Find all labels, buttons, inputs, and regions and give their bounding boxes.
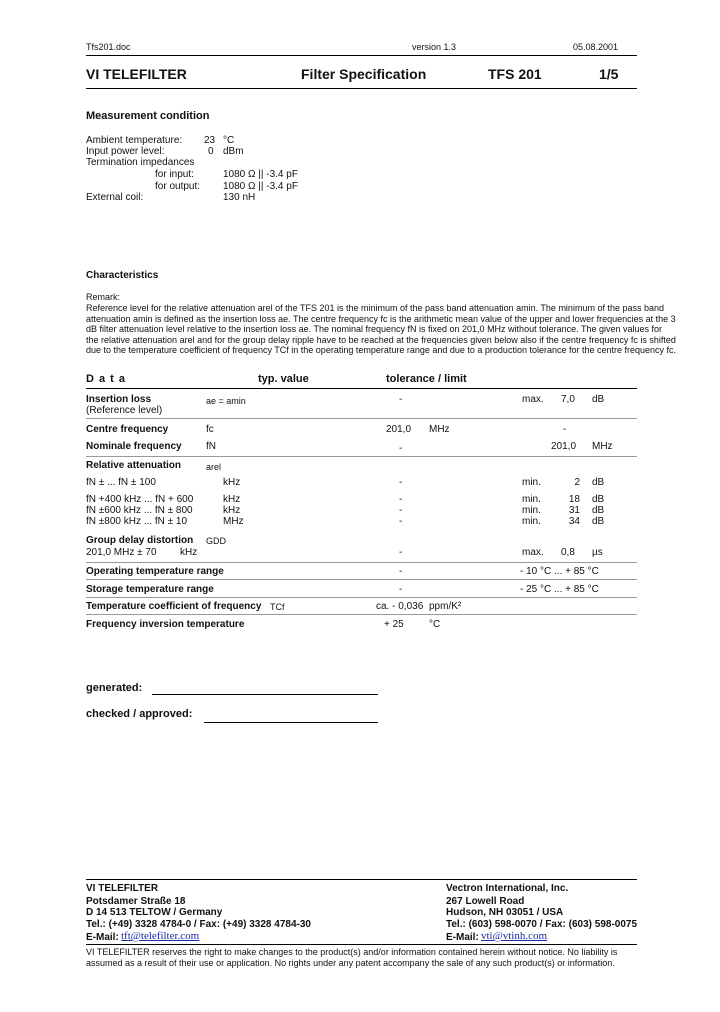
centre-freq-typ-unit: MHz xyxy=(429,424,450,435)
temp-coeff-label: Temperature coefficient of frequency xyxy=(86,601,262,612)
insertion-loss-unit: dB xyxy=(592,394,605,405)
generated-signature-line[interactable] xyxy=(152,694,378,695)
ambient-value: 23 xyxy=(204,135,216,146)
footer-right-email-label: E-Mail: xyxy=(446,932,479,943)
rel-att-unit: dB xyxy=(592,477,605,488)
footer-right-email-link[interactable]: vti@vtinh.com xyxy=(481,930,548,942)
rel-att-range: fN ±800 kHz ... fN ± 10 xyxy=(86,516,188,527)
doc-type-title: Filter Specification xyxy=(301,66,427,82)
footer-left-line: VI TELEFILTER xyxy=(86,883,159,894)
rel-att-val: 18 xyxy=(568,494,580,505)
coil-label: External coil: xyxy=(86,192,144,203)
rel-att-range-unit: kHz xyxy=(223,477,241,488)
insertion-loss-lim: max. xyxy=(522,394,544,405)
power-unit: dBm xyxy=(223,146,244,157)
power-label: Input power level: xyxy=(86,146,165,157)
footer-right-line: 267 Lowell Road xyxy=(446,896,525,907)
remark-line: dB filter attenuation level relative to the insertion loss ae. The nominal frequency fN is fixed on 201,0 MHz without tolerance. The given values for xyxy=(86,324,662,334)
storage-temp-typ: - xyxy=(399,584,403,595)
for-output-label: for output: xyxy=(155,181,201,192)
measurement-heading: Measurement condition xyxy=(86,110,210,122)
footer-left-line: Tel.: (+49) 3328 4784-0 / Fax: (+49) 3328 4784-30 xyxy=(86,919,311,930)
rel-att-range-unit: kHz xyxy=(223,494,241,505)
rel-att-range-unit: kHz xyxy=(223,505,241,516)
insertion-loss-sub: (Reference level) xyxy=(86,405,163,416)
remark-line: the relative attenuation arel and for the group delay ripple have to be reached at the frequencies given below also if the centre frequency fc is shifted xyxy=(86,334,676,345)
temp-coeff-symbol: TCf xyxy=(270,602,285,612)
insertion-loss-typ: - xyxy=(399,394,403,405)
ambient-unit: °C xyxy=(223,135,235,146)
rel-att-unit: dB xyxy=(592,516,605,527)
page-number: 1/5 xyxy=(599,66,619,82)
footer-right-line: Tel.: (603) 598-0070 / Fax: (603) 598-0075 xyxy=(446,919,638,930)
nominal-freq-unit: MHz xyxy=(592,441,613,452)
product-title: TFS 201 xyxy=(488,66,542,82)
rel-att-typ: - xyxy=(399,477,403,488)
nominal-freq-label: Nominale frequency xyxy=(86,441,182,452)
nominal-freq-symbol: fN xyxy=(206,441,216,452)
rel-att-range: fN ±600 kHz ... fN ± 800 xyxy=(86,505,193,516)
rel-att-unit: dB xyxy=(592,505,605,516)
rel-att-unit: dB xyxy=(592,494,605,505)
remark-paragraph xyxy=(86,303,677,356)
row-rule xyxy=(86,579,637,580)
disclaimer-line: VI TELEFILTER reserves the right to make changes to the product(s) and/or information contained herein without notice. No liability is xyxy=(86,947,618,957)
footer-rule-2 xyxy=(86,944,637,945)
gdd-symbol: GDD xyxy=(206,536,226,546)
freq-inv-typ: + 25 xyxy=(384,619,404,630)
doc-version: version 1.3 xyxy=(412,42,457,52)
disclaimer-line: assumed as a result of their use or application. No rights under any patent accompany the sale of any such product(s) or information. xyxy=(86,958,615,968)
table-header-rule xyxy=(86,388,637,389)
rel-att-lim: min. xyxy=(522,505,541,516)
rel-att-symbol: arel xyxy=(206,462,222,472)
for-output-value: 1080 Ω || -3.4 pF xyxy=(223,181,298,192)
doc-filename: Tfs201.doc xyxy=(86,42,131,52)
centre-freq-tol: - xyxy=(563,424,567,435)
remark-label: Remark: xyxy=(86,292,121,302)
nominal-freq-typ: - xyxy=(399,443,403,454)
rel-att-val: 31 xyxy=(568,505,580,516)
header-rule xyxy=(86,55,637,56)
remark-line: Reference level for the relative attenuation arel of the TFS 201 is the minimum of the pass band attenuation amin. The minimum of the pass band xyxy=(86,303,664,313)
rel-att-typ: - xyxy=(399,494,403,505)
gdd-unit: µs xyxy=(592,547,603,558)
footer-right-line: Vectron International, Inc. xyxy=(446,883,569,894)
storage-temp-label: Storage temperature range xyxy=(86,584,214,595)
gdd-label: Group delay distortion xyxy=(86,535,194,546)
row-rule xyxy=(86,456,637,457)
col-data-header: D a t a xyxy=(86,373,127,385)
rel-att-val: 2 xyxy=(574,477,580,488)
row-rule xyxy=(86,614,637,615)
temp-coeff-typ: ca. - 0,036 xyxy=(376,601,424,612)
centre-freq-typ: 201,0 xyxy=(386,424,412,435)
op-temp-tol: - 10 °C ... + 85 °C xyxy=(520,566,599,577)
rel-att-lim: min. xyxy=(522,516,541,527)
rel-att-typ: - xyxy=(399,516,403,527)
gdd-range-unit: kHz xyxy=(180,547,198,558)
footer-left-email-label: E-Mail: xyxy=(86,932,119,943)
rel-att-range-unit: MHz xyxy=(223,516,244,527)
rel-att-range: fN ± ... fN ± 100 xyxy=(86,477,156,488)
remark-line: attenuation amin is defined as the insertion loss ae. The centre frequency fc is the arithmetic mean value of the upper and lower frequencies at the 3 xyxy=(86,313,676,324)
power-value: 0 xyxy=(208,146,214,157)
rel-att-label: Relative attenuation xyxy=(86,460,182,471)
rel-att-lim: min. xyxy=(522,477,541,488)
gdd-typ: - xyxy=(399,547,403,558)
insertion-loss-label: Insertion loss xyxy=(86,394,152,405)
nominal-freq-val: 201,0 xyxy=(551,441,577,452)
footer-right-line: Hudson, NH 03051 / USA xyxy=(446,907,564,918)
generated-label: generated: xyxy=(86,682,143,694)
centre-freq-symbol: fc xyxy=(206,424,214,435)
insertion-loss-symbol: ae = amin xyxy=(206,396,246,406)
row-rule xyxy=(86,597,637,598)
op-temp-label: Operating temperature range xyxy=(86,566,224,577)
row-rule xyxy=(86,418,637,419)
gdd-range: 201,0 MHz ± 70 xyxy=(86,547,157,558)
rel-att-range: fN +400 kHz ... fN + 600 xyxy=(86,494,194,505)
footer-rule xyxy=(86,879,637,880)
temp-coeff-unit: ppm/K² xyxy=(429,601,462,612)
company-title: VI TELEFILTER xyxy=(86,66,187,82)
row-rule xyxy=(86,562,637,563)
op-temp-typ: - xyxy=(399,566,403,577)
remark-line: due to the temperature coefficient of frequency TCf in the operating temperature range and due to a production tolerance for the centre frequency fc. xyxy=(86,345,677,355)
checked-label: checked / approved: xyxy=(86,708,193,720)
freq-inv-unit: °C xyxy=(429,619,441,630)
for-input-value: 1080 Ω || -3.4 pF xyxy=(223,169,298,180)
col-tol-header: tolerance / limit xyxy=(386,373,467,385)
gdd-val: 0,8 xyxy=(561,547,575,558)
termination-label: Termination impedances xyxy=(86,157,195,168)
coil-value: 130 nH xyxy=(223,192,256,203)
footer-left-email-link[interactable]: tft@telefilter.com xyxy=(121,930,200,942)
rel-att-val: 34 xyxy=(568,516,580,527)
for-input-label: for input: xyxy=(155,169,194,180)
centre-freq-label: Centre frequency xyxy=(86,424,169,435)
ambient-label: Ambient temperature: xyxy=(86,135,183,146)
title-rule xyxy=(86,88,637,89)
doc-date: 05.08.2001 xyxy=(573,42,619,52)
rel-att-typ: - xyxy=(399,505,403,516)
checked-signature-line[interactable] xyxy=(204,722,378,723)
footer-left-line: D 14 513 TELTOW / Germany xyxy=(86,907,223,918)
freq-inv-label: Frequency inversion temperature xyxy=(86,619,245,630)
gdd-lim: max. xyxy=(522,547,544,558)
storage-temp-tol: - 25 °C ... + 85 °C xyxy=(520,584,599,595)
rel-att-lim: min. xyxy=(522,494,541,505)
characteristics-heading: Characteristics xyxy=(86,270,159,281)
insertion-loss-val: 7,0 xyxy=(561,394,575,405)
footer-left-line: Potsdamer Straße 18 xyxy=(86,896,186,907)
col-typ-header: typ. value xyxy=(258,373,309,385)
